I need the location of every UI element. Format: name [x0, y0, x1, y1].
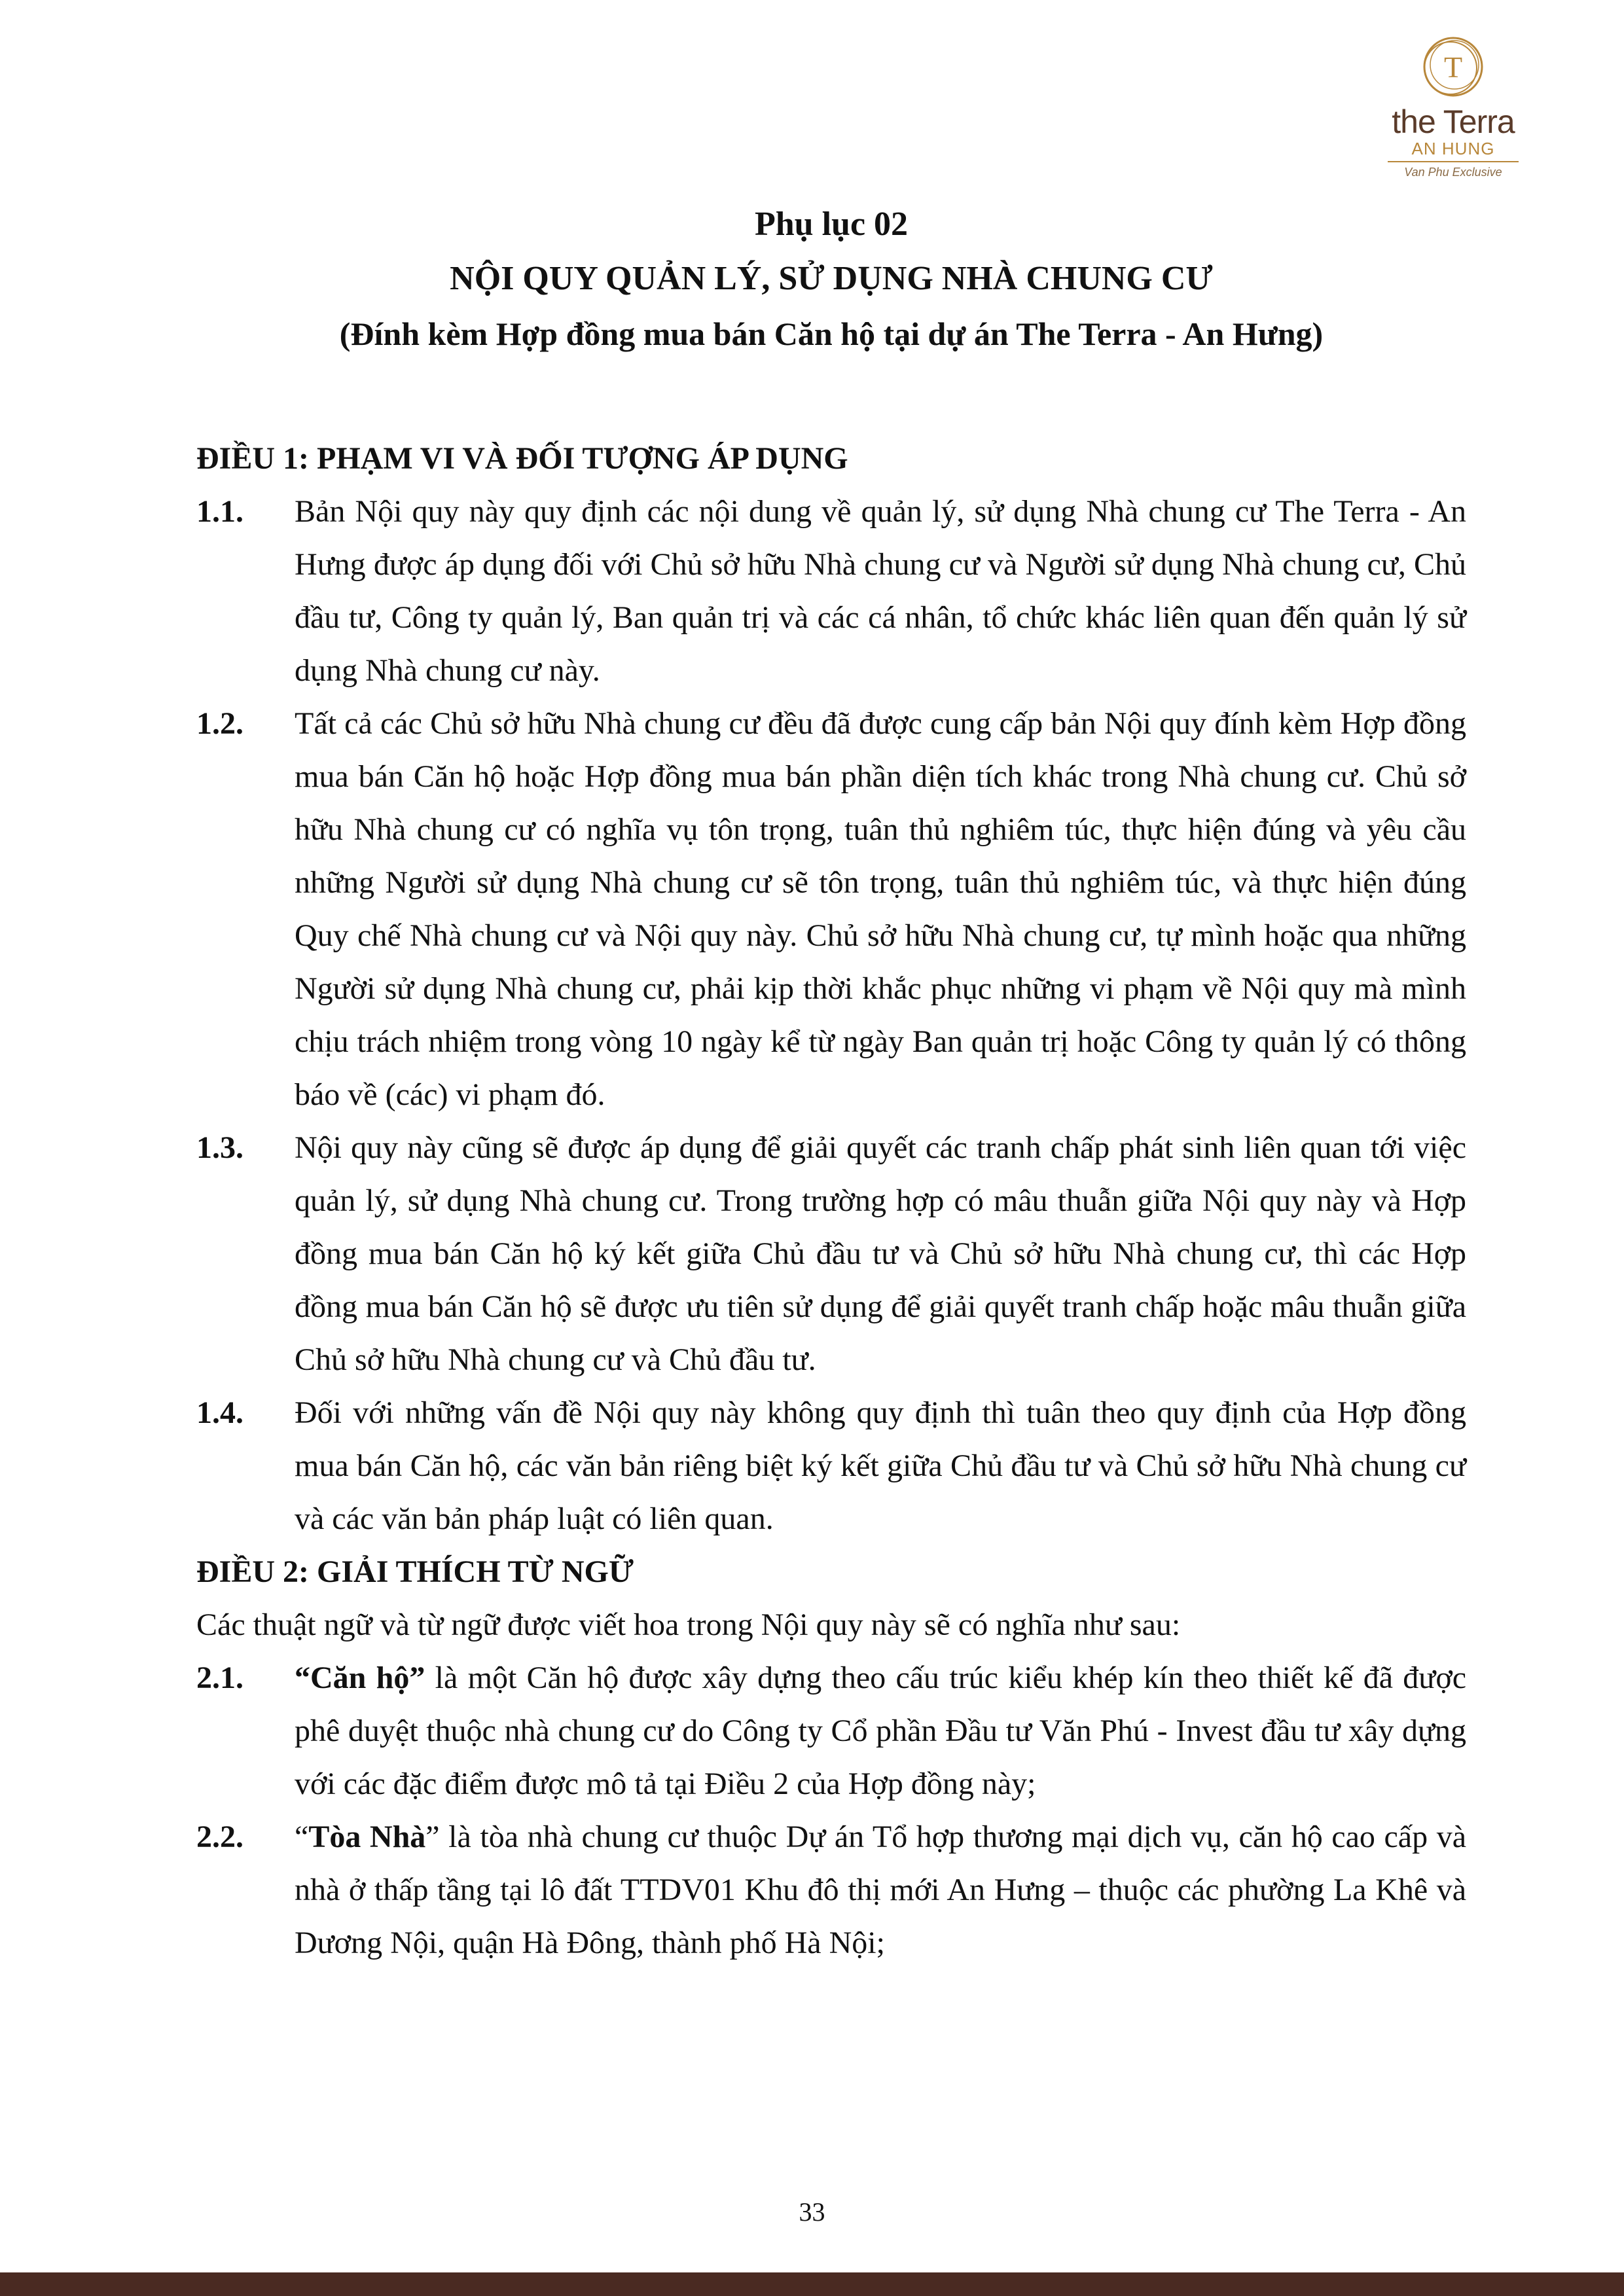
document-body — [196, 432, 1466, 1969]
quote-close: ” — [425, 1820, 440, 1854]
clause-1-3 — [196, 1121, 1466, 1386]
document-title: NỘI QUY QUẢN LÝ, SỬ DỤNG NHÀ CHUNG CƯ — [450, 260, 1213, 297]
definition-text: là tòa nhà chung cư thuộc Dự án Tổ hợp thương mại dịch vụ, căn hộ cao cấp và nhà ở thấp tầng tại lô đất TTDV01 Khu đô thị mới An Hưng – thuộc các phường La Khê và Dương Nội, quận Hà Đông, thành phố Hà Nội; — [295, 1820, 1467, 1960]
clause-number: 1.2. — [196, 706, 244, 741]
clause-1-1 — [196, 485, 1466, 697]
quote-open: “ — [295, 1820, 309, 1854]
clause-text: Nội quy này cũng sẽ được áp dụng để giải quyết các tranh chấp phát sinh liên quan tới việc quản lý, sử dụng Nhà chung cư. Trong trường hợp có mâu thuẫn giữa Nội quy này và Hợp đồng mua bán Căn hộ ký kết giữa Chủ đầu tư và Chủ sở hữu Nhà chung cư, thì các Hợp đồng mua bán Căn hộ sẽ được ưu tiên sử dụng để giải quyết tranh chấp hoặc mâu thuẫn giữa Chủ sở hữu Nhà chung cư và Chủ đầu tư. — [295, 1130, 1466, 1377]
article-1-heading: ĐIỀU 1: PHẠM VI VÀ ĐỐI TƯỢNG ÁP DỤNG — [196, 441, 848, 476]
clause-text: Bản Nội quy này quy định các nội dung về quản lý, sử dụng Nhà chung cư The Terra - An Hưng được áp dụng đối với Chủ sở hữu Nhà chung cư và Người sử dụng Nhà chung cư, Chủ đầu tư, Công ty quản lý, Ban quản trị và các cá nhân, tổ chức khác liên quan đến quản lý sử dụng Nhà chung cư này. — [295, 494, 1466, 688]
appendix-label: Phụ lục 02 — [754, 206, 909, 243]
clause-number: 2.2. — [196, 1820, 244, 1854]
logo-tagline: Van Phu Exclusive — [1404, 166, 1502, 179]
definition-text: là một Căn hộ được xây dựng theo cấu trúc kiểu khép kín theo thiết kế đã được phê duyệt thuộc nhà chung cư do Công ty Cổ phần Đầu tư Văn Phú - Invest đầu tư xây dựng với các đặc điểm được mô tả tại Điều 2 của Hợp đồng này; — [295, 1660, 1467, 1801]
clause-2-2 — [196, 1810, 1466, 1969]
defined-term: Tòa Nhà — [308, 1820, 426, 1854]
clause-number: 1.3. — [196, 1130, 244, 1165]
clause-number: 1.1. — [196, 494, 244, 529]
article-2-intro: Các thuật ngữ và từ ngữ được viết hoa trong Nội quy này sẽ có nghĩa như sau: — [196, 1607, 1181, 1642]
clause-text: Đối với những vấn đề Nội quy này không quy định thì tuân theo quy định của Hợp đồng mua bán Căn hộ, các văn bản riêng biệt ký kết giữa Chủ đầu tư và Chủ sở hữu Nhà chung cư và các văn bản pháp luật có liên quan. — [295, 1395, 1466, 1536]
clause-2-1 — [196, 1651, 1466, 1810]
clause-1-2 — [196, 697, 1466, 1121]
logo-subtitle: AN HUNG — [1411, 139, 1495, 158]
article-2-heading: ĐIỀU 2: GIẢI THÍCH TỪ NGỮ — [196, 1554, 634, 1589]
document-subtitle: (Đính kèm Hợp đồng mua bán Căn hộ tại dự án The Terra - An Hưng) — [339, 315, 1324, 352]
footer-bar — [0, 2272, 1624, 2296]
defined-term: “Căn hộ” — [295, 1660, 425, 1695]
clause-1-4 — [196, 1386, 1466, 1545]
document-title-block — [196, 200, 1466, 359]
clause-text — [295, 1810, 1466, 1969]
page-number: 33 — [799, 2197, 825, 2227]
logo-emblem-icon — [1414, 34, 1492, 106]
clause-text: Tất cả các Chủ sở hữu Nhà chung cư đều đã được cung cấp bản Nội quy đính kèm Hợp đồng mua bán Căn hộ hoặc Hợp đồng mua bán phần diện tích khác trong Nhà chung cư. Chủ sở hữu Nhà chung cư có nghĩa vụ tôn trọng, tuân thủ nghiêm túc, thực hiện đúng và yêu cầu những Người sử dụng Nhà chung cư sẽ tôn trọng, tuân thủ nghiêm túc, và thực hiện đúng Quy chế Nhà chung cư và Nội quy này. Chủ sở hữu Nhà chung cư, tự mình hoặc qua những Người sử dụng Nhà chung cư, phải kịp thời khắc phục những vi phạm về Nội quy mà mình chịu trách nhiệm trong vòng 10 ngày kể từ ngày Ban quản trị hoặc Công ty quản lý có thông báo về (các) vi phạm đó. — [295, 706, 1466, 1112]
brand-logo — [1375, 34, 1532, 185]
logo-name: the Terra — [1392, 103, 1515, 140]
logo-letter: T — [1443, 50, 1463, 84]
clause-number: 1.4. — [196, 1395, 244, 1430]
clause-number: 2.1. — [196, 1660, 244, 1695]
clause-text — [295, 1651, 1466, 1810]
logo-divider — [1388, 161, 1519, 162]
